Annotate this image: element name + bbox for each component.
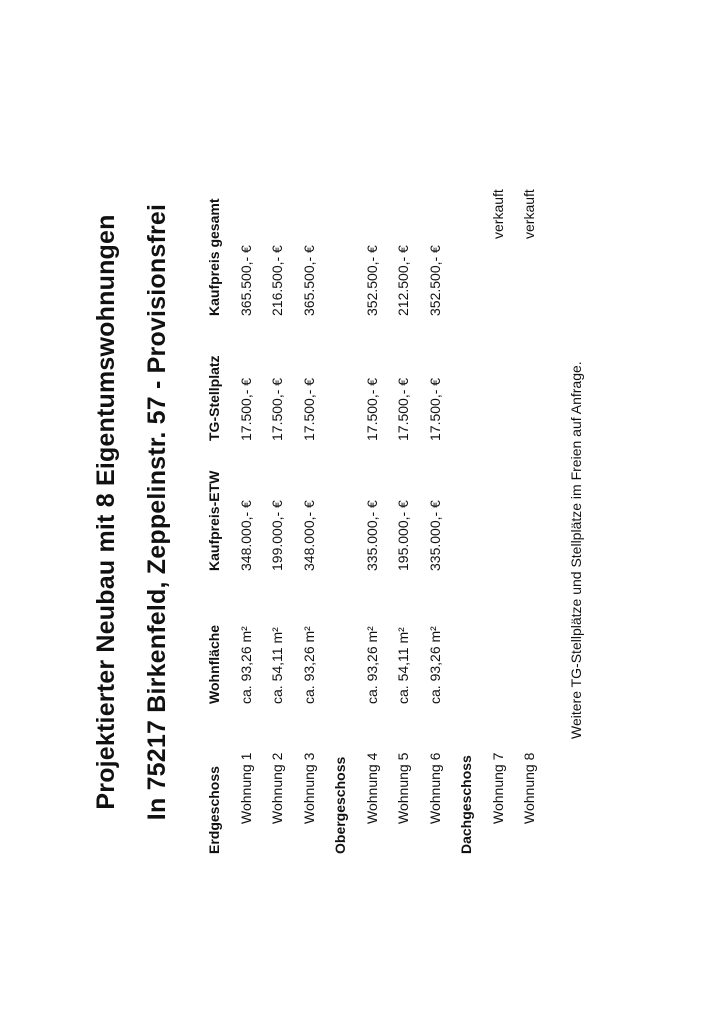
column-header-parking: TG-Stellplatz xyxy=(206,355,222,441)
sold-status: verkauft xyxy=(489,189,506,239)
total-price: 365.500,- € xyxy=(237,245,254,316)
apartment-area: ca. 54,11 m² xyxy=(395,627,411,704)
apartment-area: ca. 93,26 m² xyxy=(363,626,380,704)
parking-price: 17.500,- € xyxy=(395,377,411,441)
apartment-area: ca. 93,26 m² xyxy=(237,626,254,704)
parking-price: 17.500,- € xyxy=(237,377,254,441)
apartment-name: Wohnung 7 xyxy=(489,752,506,824)
section-heading-row xyxy=(326,154,358,854)
parking-price: 17.500,- € xyxy=(269,377,285,441)
table-row xyxy=(421,154,453,854)
apartment-price: 348.000,- € xyxy=(300,500,317,571)
apartment-price: 348.000,- € xyxy=(237,500,254,571)
column-header-price: Kaufpreis-ETW xyxy=(206,470,222,571)
apartment-name: Wohnung 6 xyxy=(426,752,443,824)
apartment-area: ca. 54,11 m² xyxy=(269,627,285,704)
apartment-price: 335.000,- € xyxy=(363,500,380,571)
table-row xyxy=(295,154,327,854)
total-price: 212.500,- € xyxy=(395,245,411,316)
document-subtitle: In 75217 Birkenfeld, Zeppelinstr. 57 - Provisionsfrei xyxy=(143,203,171,821)
total-price: 352.500,- € xyxy=(363,245,380,316)
section-heading-dachgeschoss: Dachgeschoss xyxy=(458,755,474,854)
apartment-area: ca. 93,26 m² xyxy=(426,626,443,704)
table-row xyxy=(263,154,295,854)
total-price: 365.500,- € xyxy=(300,245,317,316)
total-price: 352.500,- € xyxy=(426,245,443,316)
parking-price: 17.500,- € xyxy=(363,377,380,441)
apartment-price: 199.000,- € xyxy=(269,500,285,571)
table-header-row xyxy=(200,154,232,854)
apartment-area: ca. 93,26 m² xyxy=(300,626,317,704)
table-row xyxy=(515,154,547,854)
section-heading-erdgeschoss: Erdgeschoss xyxy=(206,766,222,854)
apartment-name: Wohnung 1 xyxy=(237,752,254,824)
document-title: Projektierter Neubau mit 8 Eigentumswohnungen xyxy=(92,214,120,810)
apartment-name: Wohnung 4 xyxy=(363,752,380,824)
parking-price: 17.500,- € xyxy=(300,377,317,441)
section-heading-row xyxy=(452,154,484,854)
table-row xyxy=(358,154,390,854)
column-header-area: Wohnfläche xyxy=(206,624,222,704)
table-row xyxy=(484,154,516,854)
table-row xyxy=(389,154,421,854)
apartment-name: Wohnung 3 xyxy=(300,752,317,824)
apartment-price: 195.000,- € xyxy=(395,500,411,571)
apartment-name: Wohnung 2 xyxy=(269,752,285,824)
apartment-price: 335.000,- € xyxy=(426,500,443,571)
parking-price: 17.500,- € xyxy=(426,377,443,441)
apartment-price-table xyxy=(200,154,547,854)
total-price: 216.500,- € xyxy=(269,245,285,316)
column-header-total: Kaufpreis gesamt xyxy=(206,198,222,316)
section-heading-obergeschoss: Obergeschoss xyxy=(332,756,348,854)
sold-status: verkauft xyxy=(521,189,537,239)
apartment-name: Wohnung 8 xyxy=(521,752,537,824)
footnote: Weitere TG-Stellplätze und Stellplätze im Freien auf Anfrage. xyxy=(568,361,584,739)
apartment-name: Wohnung 5 xyxy=(395,752,411,824)
table-row xyxy=(232,154,264,854)
